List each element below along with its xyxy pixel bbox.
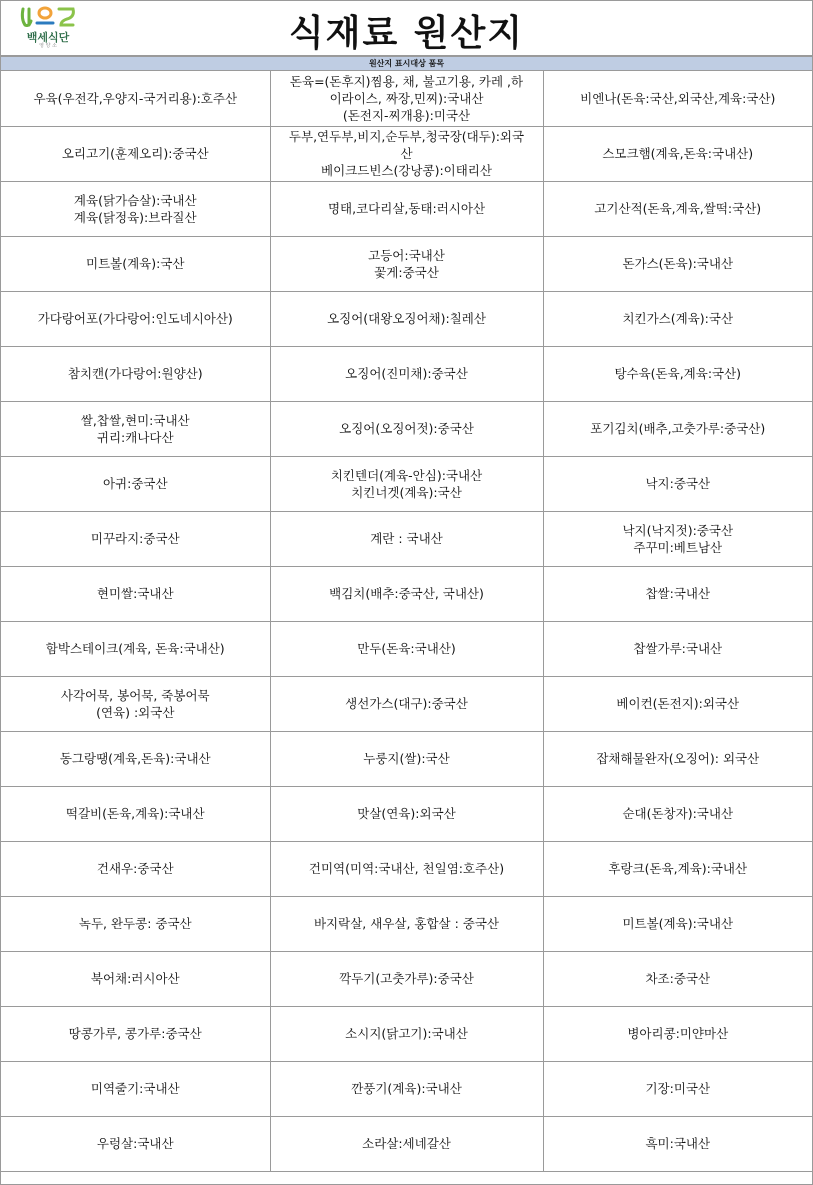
table-row xyxy=(1,951,812,1006)
cell-text: 명태,코다리살,동태:러시아산 xyxy=(327,201,486,216)
table-row xyxy=(1,181,812,236)
cell-text: 탕수육(돈육,계육:국산) xyxy=(614,366,742,381)
cell-text: 오리고기(훈제오리):중국산 xyxy=(61,146,209,161)
cell-text: (돈전지-찌개용):미국산 xyxy=(342,107,471,123)
logo-text: 백세식단 xyxy=(26,31,70,44)
header xyxy=(1,1,812,56)
table-cell xyxy=(543,841,812,896)
table-cell xyxy=(270,786,543,841)
cell-text: 쌀,찹쌀,현미:국내산 xyxy=(80,412,190,428)
table-cell xyxy=(1,896,270,951)
cell-text: 아귀:중국산 xyxy=(102,476,168,491)
table-cell xyxy=(270,1116,543,1171)
table-cell xyxy=(270,676,543,731)
table-cell xyxy=(543,676,812,731)
cell-text: (연육) :외국산 xyxy=(96,704,175,720)
cell-text: 꽃게:중국산 xyxy=(374,264,439,280)
cell-text: 돈가스(돈육):국내산 xyxy=(622,256,734,271)
table-cell xyxy=(1,676,270,731)
table-row xyxy=(1,731,812,786)
cell-text: 가다랑어포(가다랑어:인도네시아산) xyxy=(37,311,233,326)
cell-text: 건새우:중국산 xyxy=(96,861,174,876)
table-cell xyxy=(270,291,543,346)
table-cell xyxy=(270,1061,543,1116)
table-cell xyxy=(270,1006,543,1061)
cell-text: 땅콩가루, 콩가루:중국산 xyxy=(68,1026,202,1041)
logo-subtext: 영 양 소 xyxy=(39,43,57,49)
cell-text: 건미역(미역:국내산, 천일염:호주산) xyxy=(308,861,505,876)
cell-text: 미트볼(계육):국내산 xyxy=(622,916,734,931)
cell-text: 비엔나(돈육:국산,외국산,계육:국산) xyxy=(580,90,776,106)
table-cell xyxy=(1,181,270,236)
table-cell xyxy=(1,951,270,1006)
cell-text: 함박스테이크(계육, 돈육:국내산) xyxy=(45,641,225,656)
table-cell xyxy=(270,566,543,621)
table-row xyxy=(1,1006,812,1061)
table-row xyxy=(1,896,812,951)
table-cell xyxy=(1,841,270,896)
cell-text: 고등어:국내산 xyxy=(368,247,445,263)
table-cell xyxy=(543,1006,812,1061)
table-cell xyxy=(543,291,812,346)
cell-text: 고기산적(돈육,계육,쌀떡:국산) xyxy=(594,201,762,216)
table-cell xyxy=(1,731,270,786)
cell-text: 미트볼(계육):국산 xyxy=(86,256,185,271)
table-cell xyxy=(270,71,543,126)
table-cell xyxy=(543,511,812,566)
cell-text: 돈육=(돈후지)찜용, 채, 불고기용, 카레 ,하 xyxy=(289,73,524,89)
table-cell xyxy=(543,71,812,126)
table-cell xyxy=(543,126,812,181)
table-cell xyxy=(270,456,543,511)
cell-text: 스모크햄(계육,돈육:국내산) xyxy=(602,146,754,161)
table-cell xyxy=(1,1061,270,1116)
cell-text: 귀리:캐나다산 xyxy=(96,429,174,445)
cell-text: 흑미:국내산 xyxy=(645,1136,711,1151)
cell-text: 후랑크(돈육,계육):국내산 xyxy=(608,861,748,876)
cell-text: 소라살:세네갈산 xyxy=(362,1136,451,1151)
table-row xyxy=(1,566,812,621)
cell-text: 낙지(낙지젓):중국산 xyxy=(622,522,734,538)
table-cell xyxy=(270,346,543,401)
table-cell xyxy=(1,456,270,511)
cell-text: 찹쌀가루:국내산 xyxy=(633,641,723,656)
table-cell xyxy=(1,291,270,346)
table-cell xyxy=(1,566,270,621)
cell-text: 계란 : 국내산 xyxy=(370,531,443,546)
cell-text: 바지락살, 새우살, 홍합살 : 중국산 xyxy=(313,916,500,931)
table-row xyxy=(1,456,812,511)
table-row xyxy=(1,71,812,126)
table-cell xyxy=(543,786,812,841)
cell-text: 치킨가스(계육):국산 xyxy=(622,311,734,326)
table-cell xyxy=(1,621,270,676)
cell-text: 생선가스(대구):중국산 xyxy=(345,696,468,711)
cell-text: 산 xyxy=(400,146,413,161)
table-cell xyxy=(543,1116,812,1171)
cell-text: 깐풍기(계육):국내산 xyxy=(351,1081,462,1096)
cell-text: 포기김치(배추,고춧가루:중국산) xyxy=(590,421,766,436)
table-cell xyxy=(543,951,812,1006)
cell-text: 누룽지(쌀):국산 xyxy=(363,751,450,766)
table-cell xyxy=(543,181,812,236)
table-row xyxy=(1,346,812,401)
table-row xyxy=(1,841,812,896)
cell-text: 만두(돈육:국내산) xyxy=(357,641,456,656)
cell-text: 오징어(오징어젓):중국산 xyxy=(339,421,474,436)
cell-text: 차조:중국산 xyxy=(645,971,711,986)
cell-text: 동그랑땡(계육,돈육):국내산 xyxy=(59,751,211,766)
cell-text: 현미쌀:국내산 xyxy=(96,586,174,601)
cell-text: 소시지(닭고기):국내산 xyxy=(345,1026,468,1041)
table-cell xyxy=(543,566,812,621)
cell-text: 치킨텐더(계육-안심):국내산 xyxy=(330,467,483,483)
cell-text: 병아리콩:미얀마산 xyxy=(627,1026,729,1041)
cell-text: 낙지:중국산 xyxy=(645,476,711,491)
table-row xyxy=(1,1116,812,1171)
cell-text: 찹쌀:국내산 xyxy=(645,586,711,601)
page-title: 식재료 원산지 xyxy=(288,13,525,54)
table-cell xyxy=(270,621,543,676)
table-cell xyxy=(270,511,543,566)
table-cell xyxy=(270,951,543,1006)
table-cell xyxy=(1,1006,270,1061)
table-cell xyxy=(543,621,812,676)
table-cell xyxy=(543,896,812,951)
cell-text: 계육(닭가슴살):국내산 xyxy=(73,192,197,208)
cell-text: 떡갈비(돈육,계육):국내산 xyxy=(65,806,205,821)
cell-text: 기장:미국산 xyxy=(645,1081,711,1096)
table-cell xyxy=(270,841,543,896)
cell-text: 치킨너겟(계육):국산 xyxy=(351,484,462,500)
table-cell xyxy=(270,896,543,951)
cell-text: 베이컨(돈전지):외국산 xyxy=(616,696,740,711)
cell-text: 북어채:러시아산 xyxy=(90,971,180,986)
cell-text: 우육(우전각,우양지-국거리용):호주산 xyxy=(33,90,238,106)
cell-text: 베이크드빈스(강낭콩):이태리산 xyxy=(321,163,492,178)
table-cell xyxy=(270,236,543,291)
cell-text: 맛살(연육):외국산 xyxy=(357,806,456,821)
cell-text: 이라이스, 짜장,민찌):국내산 xyxy=(329,90,484,106)
table-cell xyxy=(270,126,543,181)
table-row xyxy=(1,1061,812,1116)
table-cell xyxy=(1,126,270,181)
origin-table-body xyxy=(1,71,812,1171)
table-row xyxy=(1,511,812,566)
cell-text: 오징어(대왕오징어채):칠레산 xyxy=(327,311,486,326)
cell-text: 두부,연두부,비지,순두부,청국장(대두):외국 xyxy=(288,129,525,144)
table-row xyxy=(1,786,812,841)
cell-text: 오징어(진미채):중국산 xyxy=(345,366,468,381)
table-row xyxy=(1,401,812,456)
cell-text: 잡채해물완자(오징어): 외국산 xyxy=(596,751,760,766)
cell-text: 미역줄기:국내산 xyxy=(90,1081,180,1096)
table-subheader: 원산지 표시대상 품목 xyxy=(1,56,812,71)
table-cell xyxy=(543,731,812,786)
cell-text: 미꾸라지:중국산 xyxy=(90,531,180,546)
cell-text: 우렁살:국내산 xyxy=(96,1136,174,1151)
table-row xyxy=(1,621,812,676)
table-cell xyxy=(1,511,270,566)
table-cell xyxy=(543,456,812,511)
table-cell xyxy=(270,731,543,786)
cell-text: 참치캔(가다랑어:원양산) xyxy=(67,366,203,381)
table-cell xyxy=(1,71,270,126)
table-cell xyxy=(1,236,270,291)
cell-text: 주꾸미:베트남산 xyxy=(633,539,723,555)
table-row xyxy=(1,676,812,731)
table-cell xyxy=(270,181,543,236)
origin-table xyxy=(1,71,812,1172)
cell-text: 사각어묵, 봉어묵, 죽봉어묵 xyxy=(60,687,210,703)
table-cell xyxy=(1,786,270,841)
cell-text: 백김치(배추:중국산, 국내산) xyxy=(329,586,484,601)
table-row xyxy=(1,126,812,181)
table-cell xyxy=(1,346,270,401)
table-cell xyxy=(543,401,812,456)
table-cell xyxy=(1,401,270,456)
cell-text: 순대(돈창자):국내산 xyxy=(622,806,734,821)
table-cell xyxy=(543,346,812,401)
table-cell xyxy=(270,401,543,456)
table-row xyxy=(1,291,812,346)
table-cell xyxy=(1,1116,270,1171)
table-cell xyxy=(543,1061,812,1116)
cell-text: 깍두기(고춧가루):중국산 xyxy=(339,971,474,986)
table-cell xyxy=(543,236,812,291)
cell-text: 계육(닭정육):브라질산 xyxy=(73,209,197,225)
cell-text: 녹두, 완두콩: 중국산 xyxy=(78,916,192,931)
table-row xyxy=(1,236,812,291)
